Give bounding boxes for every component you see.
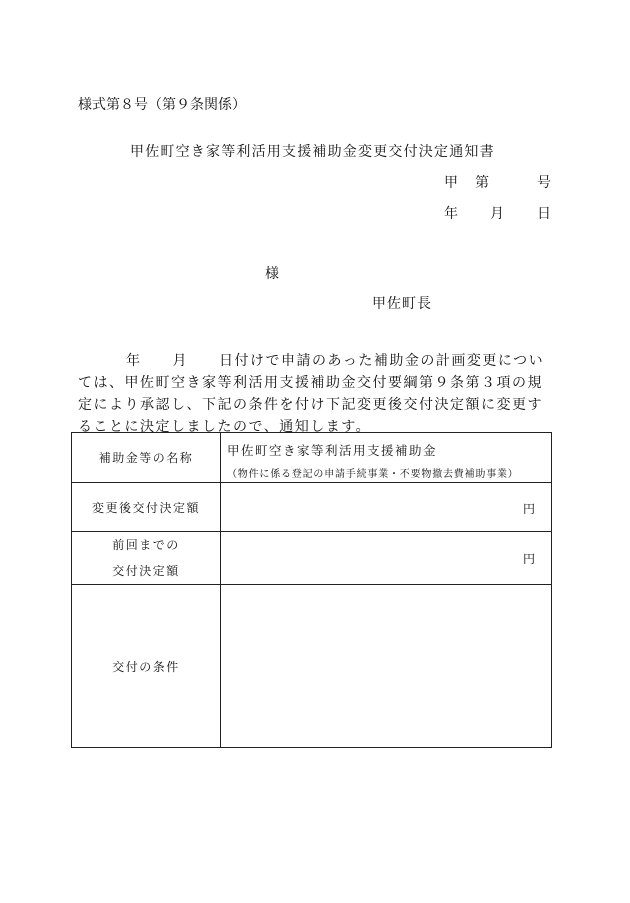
- conditions-cell: [221, 585, 552, 748]
- subsidy-name-detail: （物件に係る登記の申請手続事業・不要物撤去費補助事業）: [227, 469, 519, 480]
- subsidy-table: [71, 432, 552, 748]
- table-row: [72, 483, 552, 532]
- previous-amount-label-line-2: 交付決定額: [112, 564, 180, 578]
- document-title: 甲佐町空き家等利活用支援補助金変更交付決定通知書: [130, 144, 495, 160]
- table-row: [72, 532, 552, 585]
- form-number: 様式第８号（第９条関係）: [78, 97, 246, 113]
- row-label-conditions: 交付の条件: [72, 585, 221, 748]
- subsidy-name: 甲佐町空き家等利活用支援補助金: [227, 443, 438, 458]
- date-year: 年: [444, 206, 458, 222]
- yen-unit: 円: [522, 552, 535, 566]
- body-line-3: 定により承認し、下記の条件を付け下記変更後交付決定額に変更す: [78, 397, 543, 413]
- previous-amount-label-line-1: 前回までの: [112, 538, 180, 552]
- doc-number-mid: 第: [475, 175, 489, 191]
- date-month: 月: [490, 206, 504, 222]
- row-label-subsidy-name: 補助金等の名称: [72, 433, 221, 483]
- table-row: [72, 433, 552, 483]
- body-paragraph: [78, 350, 554, 438]
- previous-amount-cell: [221, 532, 552, 585]
- changed-amount-cell: [221, 483, 552, 532]
- table-row: [72, 585, 552, 748]
- body-line-2: ては、甲佐町空き家等利活用支援補助金交付要綱第９条第３項の規: [78, 375, 543, 391]
- subsidy-name-cell: [221, 433, 552, 483]
- doc-number-suffix: 号: [537, 175, 551, 191]
- issuer: 甲佐町長: [372, 296, 432, 312]
- recipient-suffix: 様: [265, 266, 279, 282]
- body-line-1: 年 月 日付けで申請のあった補助金の計画変更につい: [126, 353, 545, 369]
- row-label-changed-amount: 変更後交付決定額: [72, 483, 221, 532]
- yen-unit: 円: [522, 502, 535, 516]
- body-line-4: ることに決定しましたので、通知します。: [78, 419, 372, 435]
- row-label-previous-amount: [72, 532, 221, 585]
- doc-number-prefix: 甲: [444, 175, 458, 191]
- date-day: 日: [537, 206, 551, 222]
